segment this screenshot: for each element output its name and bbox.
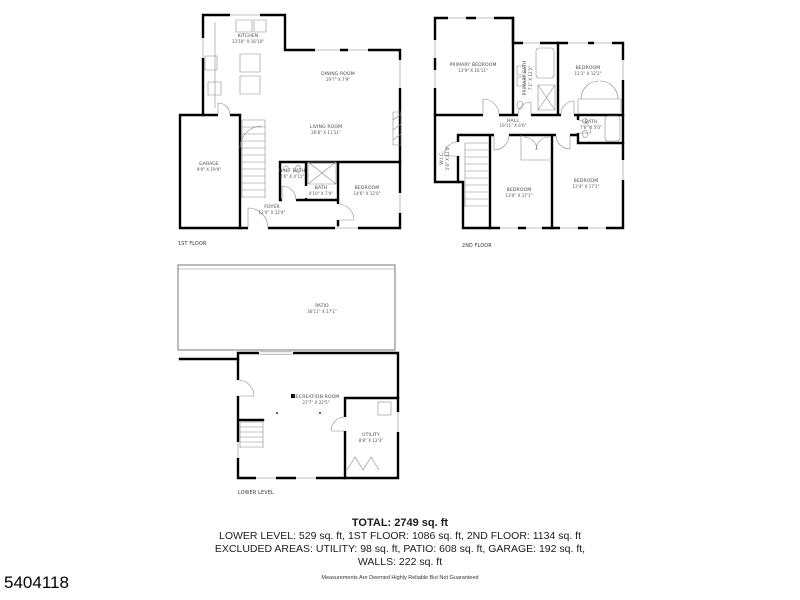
level-areas: LOWER LEVEL: 529 sq. ft, 1ST FLOOR: 1086 sq. ft, 2ND FLOOR: 1134 sq. ft (218, 529, 581, 542)
lower-level-title: LOWER LEVEL (238, 491, 274, 496)
room-dims-primary-bedroom: 13'9" X 16'11" (458, 68, 488, 73)
room-name-hall: HALL (506, 119, 520, 124)
area-summary (0, 517, 800, 569)
room-name-bedroom-left: BEDROOM (506, 188, 532, 193)
room-name-half-bath: HALF BATH (278, 169, 306, 174)
lower-level-fixtures (238, 380, 391, 470)
room-dims-bedroom-small: 11'1" X 12'2" (574, 71, 602, 76)
room-dims-foyer: 12'4" X 12'4" (258, 210, 286, 215)
room-name-primary-bedroom: PRIMARY BEDROOM (449, 63, 497, 68)
room-dims-kitchen: 13'10" X 16'10" (231, 39, 265, 44)
second-floor-title: 2ND FLOOR (462, 244, 492, 249)
room-name-foyer: FOYER (264, 205, 280, 210)
lower-level-walls (180, 353, 398, 478)
room-name-wic: W.I.C. (440, 151, 445, 165)
second-floor-plan (428, 10, 633, 258)
room-name-kitchen: KITCHEN (237, 34, 259, 39)
room-dims-dining: 19'7" X 7'9" (325, 77, 351, 82)
first-floor-stairs (242, 120, 265, 198)
room-dims-half-bath: 4'6" X 4'11" (279, 174, 305, 179)
room-dims-hall: 19'11" X 6'6" (499, 123, 527, 128)
walls-area: WALLS: 222 sq. ft (357, 555, 443, 568)
room-dims-bedroom-right: 12'4" X 17'1" (572, 184, 600, 189)
room-name-bedroom-right: BEDROOM (573, 179, 599, 184)
room-name-bath2: BATH (584, 120, 598, 125)
excluded-areas: EXCLUDED AREAS: UTILITY: 98 sq. ft, PATIO: 608 sq. ft, GARAGE: 192 sq. ft, (214, 542, 586, 555)
first-floor-drawing (170, 8, 405, 256)
first-floor-plan (170, 8, 405, 256)
room-dims-wic: 5'6" X 12'4" (445, 145, 450, 171)
room-name-bedroom: BEDROOM (354, 186, 380, 191)
room-name-garage: GARAGE (199, 162, 219, 167)
room-dims-garage: 9'9" X 19'9" (196, 167, 222, 172)
room-dims-primary-bath: 7'1" X 12'2" (528, 65, 533, 91)
lower-level-stairs (240, 422, 263, 448)
room-dims-bath2: 7'6" X 5'0" (580, 125, 602, 130)
first-floor-labels (178, 33, 381, 247)
lower-level-windows (238, 352, 398, 478)
room-dims-living: 26'8" X 11'11" (311, 130, 341, 135)
room-name-recreation: RECREATION ROOM (292, 395, 340, 400)
room-dims-utility: 8'8" X 12'3" (358, 438, 384, 443)
lower-level-plan (176, 262, 406, 502)
room-name-living: LIVING ROOM (309, 125, 343, 130)
room-name-dining: DINING ROOM (321, 72, 355, 77)
disclaimer-text: Measurements Are Deemed Highly Reliable But Not Guaranteed (321, 575, 479, 581)
room-name-utility: UTILITY (362, 433, 380, 438)
first-floor-title: 1ST FLOOR (178, 242, 207, 247)
patio-outline (178, 265, 395, 350)
lower-level-drawing (176, 262, 406, 502)
room-dims-bedroom-left: 13'0" X 17'1" (505, 193, 533, 198)
photo-id: 5404118 (4, 573, 69, 592)
first-floor-walls (180, 15, 400, 228)
room-name-bath: BATH (314, 186, 328, 191)
room-dims-recreation: 27'7" X 22'5" (302, 400, 330, 405)
first-floor-windows (203, 15, 400, 228)
room-name-primary-bath: PRIMARY BATH (523, 60, 528, 96)
total-area: TOTAL: 2749 sq. ft (351, 517, 449, 529)
second-floor-stairs (465, 143, 488, 207)
second-floor-drawing (428, 10, 633, 258)
room-name-patio: PATIO (315, 304, 329, 309)
room-dims-bath: 4'10" X 7'4" (308, 191, 334, 196)
room-dims-patio: 36'11" X 17'1" (307, 309, 337, 314)
room-name-bedroom-small: BEDROOM (575, 66, 601, 71)
room-dims-bedroom: 14'6" X 12'0" (353, 191, 381, 196)
